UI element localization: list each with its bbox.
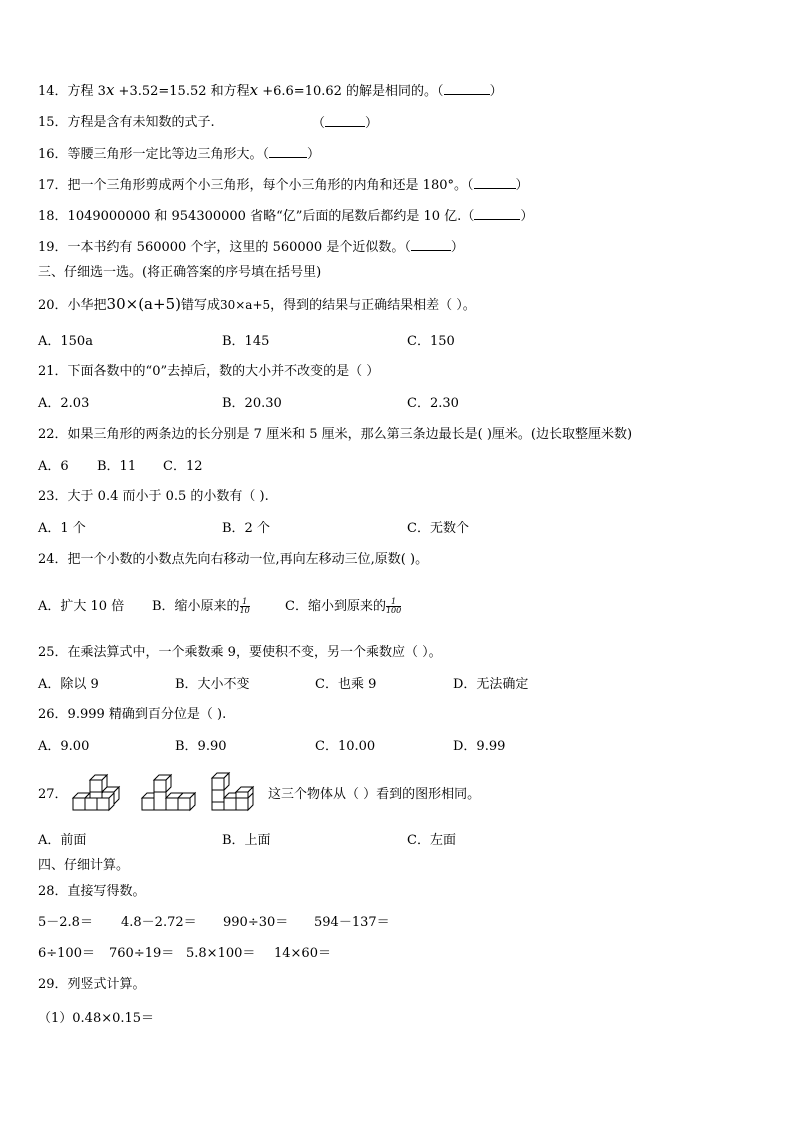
fraction-one-tenth: [240, 598, 250, 615]
cube-stack-figure-1: [70, 772, 126, 816]
q26-option-a[interactable]: A．9.00: [38, 739, 90, 754]
question-19: [38, 238, 464, 257]
question-17: [38, 176, 529, 195]
q18-text: 18．1049000000 和 954300000 省略“亿”后面的尾数后都约是 10 亿.（: [38, 209, 475, 224]
question-26: 26．9.999 精确到百分位是（ ).: [38, 707, 227, 722]
q27-option-a[interactable]: A．前面: [38, 833, 87, 848]
q22-option-a[interactable]: A．6: [38, 459, 69, 474]
q24-option-b[interactable]: [152, 598, 250, 616]
q21-option-a[interactable]: A．2.03: [38, 396, 90, 411]
question-24: 24．把一个小数的小数点先向右移动一位,再向左移动三位,原数( )。: [38, 552, 429, 567]
q22-option-b[interactable]: B．11: [97, 459, 137, 474]
question-22: 22．如果三角形的两条边的长分别是 7 厘米和 5 厘米，那么第三条边最长是( )厘米。(边长取整厘米数): [38, 427, 633, 442]
q24-option-c-label: C．缩小到原来的: [285, 599, 386, 614]
q22-option-c[interactable]: C．12: [163, 459, 203, 474]
question-18: [38, 207, 533, 226]
q23-option-b[interactable]: B．2 个: [222, 521, 270, 536]
q27-option-c[interactable]: C．左面: [407, 833, 456, 848]
q14-var-2: x: [249, 81, 259, 99]
q17-close: ）: [515, 178, 529, 193]
question-29: 29．列竖式计算。: [38, 977, 146, 992]
answer-blank-14[interactable]: [444, 82, 490, 95]
q15-answer: [312, 114, 378, 133]
q15-text: 15．方程是含有未知数的式子.: [38, 115, 215, 130]
calc-item[interactable]: 594－137＝: [314, 915, 390, 930]
question-16: [38, 145, 320, 164]
calc-item[interactable]: 760÷19＝: [109, 946, 175, 961]
calc-item[interactable]: 5.8×100＝: [186, 946, 256, 961]
q20-option-a[interactable]: A．150a: [38, 334, 93, 349]
answer-blank-19[interactable]: [411, 238, 451, 251]
question-27-text: 这三个物体从（ ）看到的图形相同。: [268, 787, 481, 802]
question-25: 25．在乘法算式中，一个乘数乘 9，要使积不变，另一个乘数应（ ）。: [38, 645, 442, 660]
question-20: [38, 295, 476, 315]
q18-close: ）: [520, 209, 534, 224]
q15-close: ）: [365, 116, 379, 131]
q19-close: ）: [450, 240, 464, 255]
fraction-one-hundredth: [386, 598, 401, 615]
q16-text: 16．等腰三角形一定比等边三角形大。（: [38, 147, 270, 162]
calc-item[interactable]: 5－2.8＝: [38, 915, 93, 930]
q17-text: 17．把一个三角形剪成两个小三角形，每个小三角形的内角和还是 180°。（: [38, 178, 474, 193]
q23-option-a[interactable]: A．1 个: [38, 521, 86, 536]
q24-option-a[interactable]: A．扩大 10 倍: [38, 599, 125, 614]
q16-close: ）: [307, 147, 321, 162]
calc-item[interactable]: 990÷30＝: [223, 915, 289, 930]
q25-option-d[interactable]: D．无法确定: [453, 677, 529, 692]
section-3-heading: 三、仔细选一选。(将正确答案的序号填在括号里): [38, 265, 322, 280]
q25-option-b[interactable]: B．大小不变: [175, 677, 250, 692]
q26-option-b[interactable]: B．9.90: [175, 739, 227, 754]
fraction-numerator: 1: [240, 598, 250, 607]
q20-expr-2: 30×a+5: [219, 298, 271, 312]
q21-option-b[interactable]: B．20.30: [222, 396, 282, 411]
fraction-denominator: 100: [385, 606, 402, 615]
q25-option-a[interactable]: A．除以 9: [38, 677, 99, 692]
q20-text-1: 20．小华把: [38, 298, 107, 313]
question-21: 21．下面各数中的“0”去掉后，数的大小并不改变的是（ ）: [38, 364, 380, 379]
q20-text-2: 错写成: [180, 298, 220, 313]
q14-var-1: x: [105, 81, 115, 99]
q21-option-c[interactable]: C．2.30: [407, 396, 459, 411]
q26-option-d[interactable]: D．9.99: [453, 739, 506, 754]
calc-item[interactable]: 6÷100＝: [38, 946, 95, 961]
q27-option-b[interactable]: B．上面: [222, 833, 271, 848]
q20-option-c[interactable]: C．150: [407, 334, 455, 349]
cube-stack-figure-2: [138, 772, 196, 816]
calc-item[interactable]: 14×60＝: [274, 946, 331, 961]
fraction-denominator: 10: [239, 606, 250, 615]
question-15: [38, 114, 215, 132]
question-14: [38, 81, 503, 101]
fraction-numerator: 1: [386, 598, 401, 607]
q20-option-b[interactable]: B．145: [222, 334, 270, 349]
question-23: 23．大于 0.4 而小于 0.5 的小数有（ ).: [38, 489, 269, 504]
q23-option-c[interactable]: C．无数个: [407, 521, 469, 536]
answer-blank-18[interactable]: [474, 207, 520, 220]
q26-option-c[interactable]: C．10.00: [315, 739, 376, 754]
question-27-number: 27．: [38, 787, 68, 802]
q19-text: 19．一本书约有 560000 个字，这里的 560000 是个近似数。（: [38, 240, 411, 255]
q14-text-2: +3.52=15.52 和方程: [114, 84, 250, 99]
answer-blank-17[interactable]: [474, 176, 516, 189]
q15-open: （: [312, 116, 326, 131]
q29-sub-1[interactable]: （1）0.48×0.15＝: [38, 1011, 155, 1026]
q14-text-3: +6.6=10.62 的解是相同的。（: [258, 84, 444, 99]
q24-option-b-label: B．缩小原来的: [152, 599, 240, 614]
section-4-heading: 四、仔细计算。: [38, 858, 130, 873]
q20-text-3: ，得到的结果与正确结果相差（ ）。: [270, 298, 476, 313]
answer-blank-16[interactable]: [269, 145, 307, 158]
q20-expr-1: 30×(a+5): [106, 295, 181, 313]
question-28: 28．直接写得数。: [38, 884, 146, 899]
q14-close: ）: [489, 84, 503, 99]
q14-text-1: 14．方程 3: [38, 84, 106, 99]
q25-option-c[interactable]: C．也乘 9: [315, 677, 377, 692]
cube-stack-figure-3: [206, 772, 264, 816]
answer-blank-15[interactable]: [325, 114, 365, 127]
calc-item[interactable]: 4.8－2.72＝: [121, 915, 197, 930]
q24-option-c[interactable]: [285, 598, 401, 616]
